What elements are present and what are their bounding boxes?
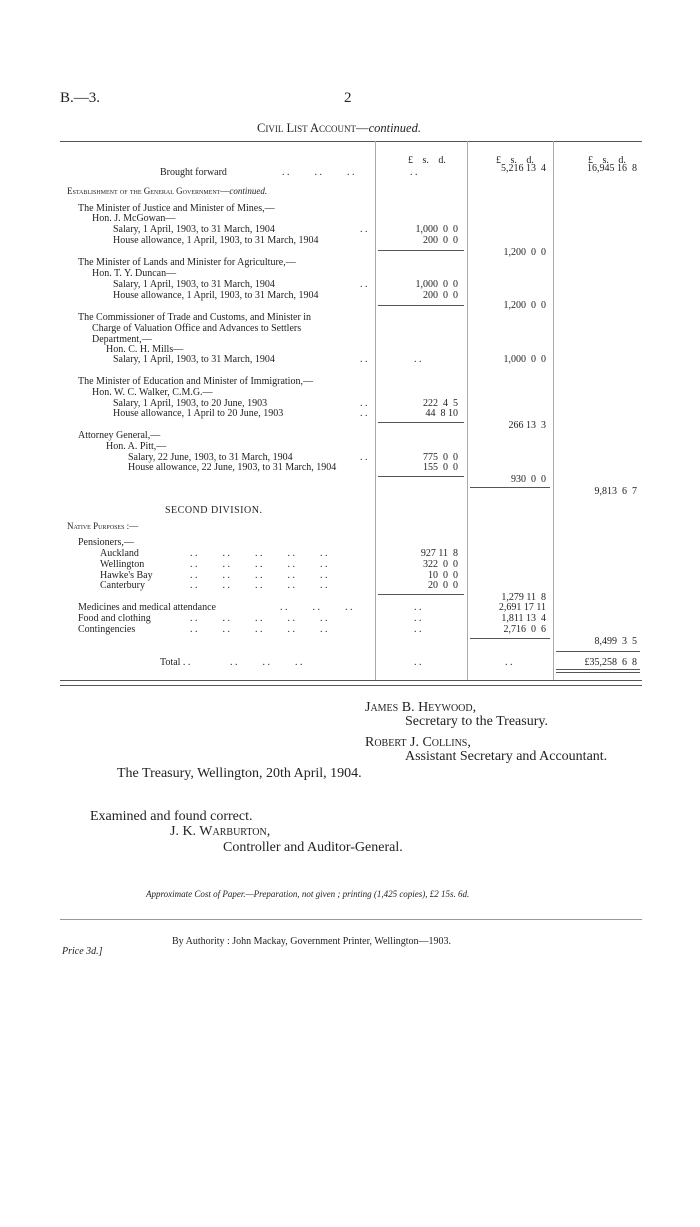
pensioner-region: Auckland (100, 548, 139, 559)
units-col2: £ s. d. (496, 155, 534, 166)
item-dots: . . (360, 224, 368, 235)
item-amount: 1,000 0 0 (415, 224, 458, 235)
total-col2: . . (505, 657, 513, 668)
pensioner-amount: 20 0 0 (428, 580, 458, 591)
printer-authority: By Authority : John Mackay, Government Printer, Wellington—1903. (172, 936, 452, 947)
minister-name: Hon. A. Pitt,— (106, 441, 167, 452)
minister-title: The Minister of Justice and Minister of Mines,— (78, 203, 275, 214)
minister-title: The Minister of Education and Minister of Immigration,— (78, 376, 313, 387)
item-dots: . . (360, 398, 368, 409)
pensioner-region: Hawke's Bay (100, 570, 153, 581)
page-title: Civil List Account—continued. (257, 121, 421, 135)
signatory-title: Secretary to the Treasury. (405, 714, 548, 729)
item-dots: . . (360, 452, 368, 463)
leader-dots: . . . . . . . . . . (190, 548, 328, 559)
pensioner-amount: 10 0 0 (428, 570, 458, 581)
item-label: Salary, 1 April, 1903, to 31 March, 1904 (113, 224, 275, 235)
minister-name: Hon. W. C. Walker, C.M.G.— (92, 387, 213, 398)
minister-title: Attorney General,— (78, 430, 161, 441)
expense-amount: 1,811 13 4 (501, 613, 546, 624)
expense-amount: 2,716 0 6 (503, 624, 546, 635)
brought-forward-col2: 5,216 13 4 (501, 163, 546, 174)
item-amount: 775 0 0 (423, 452, 458, 463)
leader-dots: . . . . . . . . . . (190, 580, 328, 591)
minister-title: Charge of Valuation Office and Advances to Settlers (92, 323, 302, 334)
cost-note: Approximate Cost of Paper.—Preparation, not given ; printing (1,425 copies), £2 15s. 6d. (146, 889, 470, 899)
units-col1: £ s. d. (408, 155, 446, 166)
item-dots: . . (360, 354, 368, 365)
expense-label: Contingencies (78, 624, 136, 635)
minister-total: 266 13 3 (508, 420, 546, 431)
page-number: 2 (344, 90, 352, 106)
minister-name: Hon. T. Y. Duncan— (92, 268, 177, 279)
pensioners-total: 1,279 11 8 (501, 592, 546, 603)
brought-forward-dots: . . . . . . (282, 167, 355, 178)
minister-total: 930 0 0 (511, 474, 546, 485)
item-label: House allowance, 1 April, 1903, to 31 March, 1904 (113, 235, 319, 246)
auditor-name: J. K. Warburton, (170, 824, 271, 839)
minister-title: The Minister of Lands and Minister for Agriculture,— (78, 257, 296, 268)
item-amount: 1,000 0 0 (415, 279, 458, 290)
pensioner-region: Wellington (100, 559, 145, 570)
general-government-total: 9,813 6 7 (594, 486, 637, 497)
native-purposes-heading: Native Purposes :— (67, 521, 139, 531)
item-label: House allowance, 1 April to 20 June, 1903 (113, 408, 284, 419)
brought-forward-label: Brought forward (160, 167, 227, 178)
item-label: House allowance, 1 April, 1903, to 31 March, 1904 (113, 290, 319, 301)
pensioners-label: Pensioners,— (78, 537, 134, 548)
signatory-name: James B. Heywood, (365, 700, 477, 715)
minister-title: The Commissioner of Trade and Customs, and Minister in (78, 312, 312, 323)
native-purposes-total: 8,499 3 5 (594, 636, 637, 647)
auditor-title: Controller and Auditor-General. (223, 840, 403, 855)
place-date: The Treasury, Wellington, 20th April, 1904. (117, 766, 362, 781)
brought-forward-col3: 16,945 16 8 (587, 163, 637, 174)
units-col3: £ s. d. (588, 155, 626, 166)
document-reference: B.—3. (60, 90, 101, 106)
leader-dots: . . . . . . . . . . (190, 570, 328, 581)
grand-total: £35,258 6 8 (584, 657, 637, 668)
item-amount: 222 4 5 (423, 398, 458, 409)
expense-amount: 2,691 17 11 (498, 602, 546, 613)
item-amount: 44 8 10 (425, 408, 458, 419)
item-label: Salary, 1 April, 1903, to 31 March, 1904 (113, 279, 275, 290)
leader-dots: . . . . . . (230, 657, 303, 668)
item-amount: 200 0 0 (423, 290, 458, 301)
leader-dots: . . . . . . (280, 602, 353, 613)
item-label: Salary, 22 June, 1903, to 31 March, 1904 (128, 452, 293, 463)
examined-statement: Examined and found correct. (90, 809, 253, 824)
minister-name: Hon. J. McGowan— (92, 213, 176, 224)
pensioner-region: Canterbury (100, 580, 145, 591)
expense-col1: . . (414, 613, 422, 624)
leader-dots: . . . . . . . . . . (190, 613, 328, 624)
leader-dots: . . . . . . . . . . (190, 624, 328, 635)
signatory-name: Robert J. Collins, (365, 735, 471, 750)
minister-name: Hon. C. H. Mills— (106, 344, 184, 355)
pensioner-amount: 322 0 0 (423, 559, 458, 570)
section-heading: Establishment of the General Government—continued. (67, 186, 268, 196)
item-dots: . . (360, 279, 368, 290)
item-amount: . . (414, 354, 422, 365)
second-division-heading: SECOND DIVISION. (165, 505, 263, 516)
expense-label: Food and clothing (78, 613, 151, 624)
item-amount: 200 0 0 (423, 235, 458, 246)
minister-title: Department,— (92, 334, 152, 345)
leader-dots: . . . . . . . . . . (190, 559, 328, 570)
expense-label: Medicines and medical attendance (78, 602, 216, 613)
pensioner-amount: 927 11 8 (420, 548, 458, 559)
total-col1: . . (414, 657, 422, 668)
item-label: House allowance, 22 June, 1903, to 31 March, 1904 (128, 462, 337, 473)
price: Price 3d.] (62, 946, 103, 957)
item-label: Salary, 1 April, 1903, to 20 June, 1903 (113, 398, 268, 409)
expense-col1: . . (414, 624, 422, 635)
minister-total: 1,200 0 0 (503, 247, 546, 258)
item-dots: . . (360, 408, 368, 419)
signatory-title: Assistant Secretary and Accountant. (405, 749, 608, 764)
minister-total: 1,000 0 0 (503, 354, 546, 365)
brought-forward-col1: . . (410, 167, 418, 178)
item-label: Salary, 1 April, 1903, to 31 March, 1904 (113, 354, 275, 365)
minister-total: 1,200 0 0 (503, 300, 546, 311)
total-label: Total . . (160, 657, 191, 668)
expense-col1: . . (414, 602, 422, 613)
item-amount: 155 0 0 (423, 462, 458, 473)
